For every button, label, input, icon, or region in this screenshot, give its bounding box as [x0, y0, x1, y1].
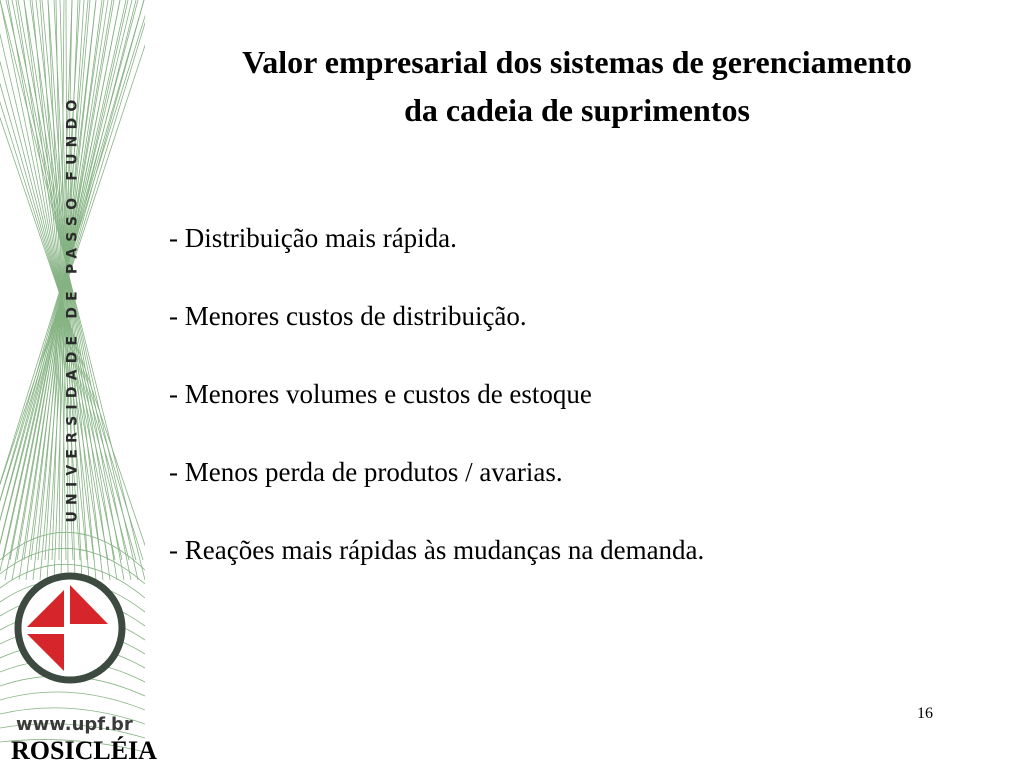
slide-title-line-2: da cadeia de suprimentos — [404, 92, 750, 128]
side-decoration — [0, 0, 145, 767]
bullet-item: - Menores custos de distribuição. — [169, 301, 527, 331]
bullet-item: - Menores volumes e custos de estoque — [169, 379, 592, 409]
slide-title — [140, 38, 1014, 134]
page-number: 16 — [917, 705, 933, 722]
bullet-list — [169, 221, 704, 611]
university-name-vertical — [55, 68, 91, 548]
university-name: UNIVERSIDADE DE PASSO FUNDO — [65, 93, 82, 523]
slide-title-line-1: Valor empresarial dos sistemas de gerenciamento — [242, 44, 912, 80]
bullet-item: - Distribuição mais rápida. — [169, 223, 457, 253]
upf-logo-icon — [16, 574, 124, 682]
bullet-item: - Menos perda de produtos / avarias. — [169, 457, 563, 487]
bullet-item: - Reações mais rápidas às mudanças na demanda. — [169, 535, 705, 565]
website-link[interactable]: www.upf.br — [16, 714, 133, 735]
author-name: ROSICLÉIA — [11, 736, 157, 765]
